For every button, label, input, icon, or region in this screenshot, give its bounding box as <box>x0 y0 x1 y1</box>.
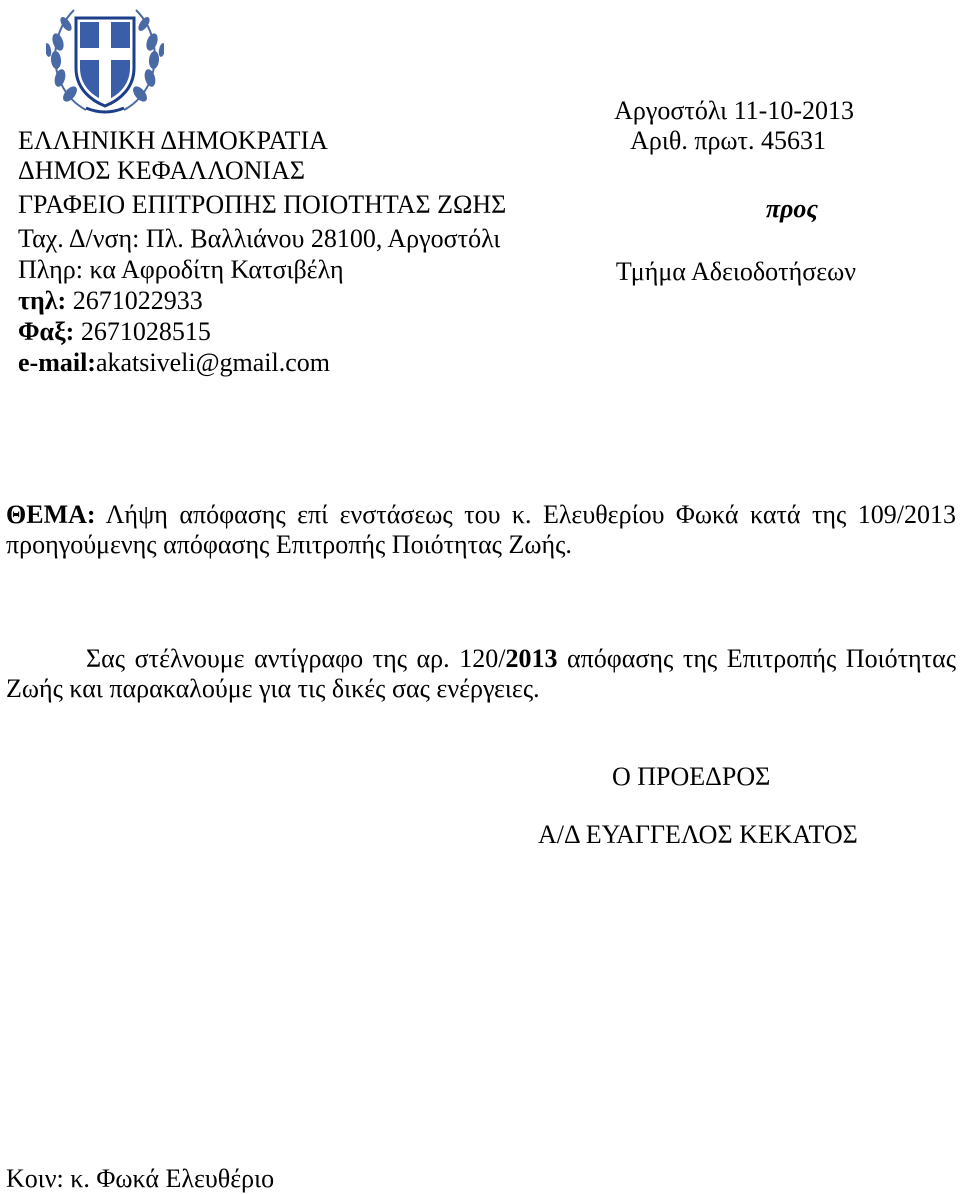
protocol-number: Αριθ. πρωτ. 45631 <box>630 126 826 155</box>
org-line-office: ΓΡΑΦΕΙΟ ΕΠΙΤΡΟΠΗΣ ΠΟΙΟΤΗΤΑΣ ΖΩΗΣ <box>18 190 507 219</box>
subject-label: ΘΕΜΑ: <box>6 500 96 529</box>
phone-value: 2671022933 <box>66 286 203 315</box>
contact-person: Πληρ: κα Αφροδίτη Κατσιβέλη <box>18 255 344 284</box>
cc-line: Κοιν: κ. Φωκά Ελευθέριο <box>6 1164 275 1193</box>
body-text-part2: απόφασης της Επιτροπής Ποιότητας Ζωής και παρακαλούμε για τις δικές σας ενέργειες. <box>6 644 956 703</box>
fax-value: 2671028515 <box>74 317 211 346</box>
subject-paragraph <box>6 500 956 560</box>
email-line <box>18 348 330 378</box>
org-line-municipality: ΔΗΜΟΣ ΚΕΦΑΛΛΟΝΙΑΣ <box>18 156 305 185</box>
fax-line <box>18 317 211 347</box>
email-value: akatsiveli@gmail.com <box>95 348 331 377</box>
coat-of-arms-emblem <box>46 2 164 120</box>
subject-text: Λήψη απόφασης επί ενστάσεως του κ. Ελευθερίου Φωκά κατά της 109/2013 προηγούμενης απόφασης Επιτροπής Ποιότητας Ζωής. <box>6 500 956 559</box>
fax-label: Φαξ: <box>18 317 75 346</box>
signature-name: Α/Δ ΕΥΑΓΓΕΛΟΣ ΚΕΚΑΤΟΣ <box>538 820 858 849</box>
address-line: Ταχ. Δ/νση: Πλ. Βαλλιάνου 28100, Αργοστόλι <box>18 224 501 253</box>
body-text-part1: Σας στέλνουμε αντίγραφο της αρ. 120/ <box>86 644 506 673</box>
body-text-year: 2013 <box>505 644 558 673</box>
document-date: Αργοστόλι 11-10-2013 <box>614 96 854 125</box>
recipient-department: Τμήμα Αδειοδοτήσεων <box>615 257 856 286</box>
phone-label: τηλ: <box>18 286 67 315</box>
org-line-republic: ΕΛΛΗΝΙΚΗ ΔΗΜΟΚΡΑΤΙΑ <box>18 126 328 155</box>
recipient-label: προς <box>765 194 818 223</box>
body-paragraph <box>6 644 956 704</box>
phone-line <box>18 286 203 316</box>
signature-title: Ο ΠΡΟΕΔΡΟΣ <box>612 762 771 791</box>
email-label: e-mail: <box>18 348 96 377</box>
